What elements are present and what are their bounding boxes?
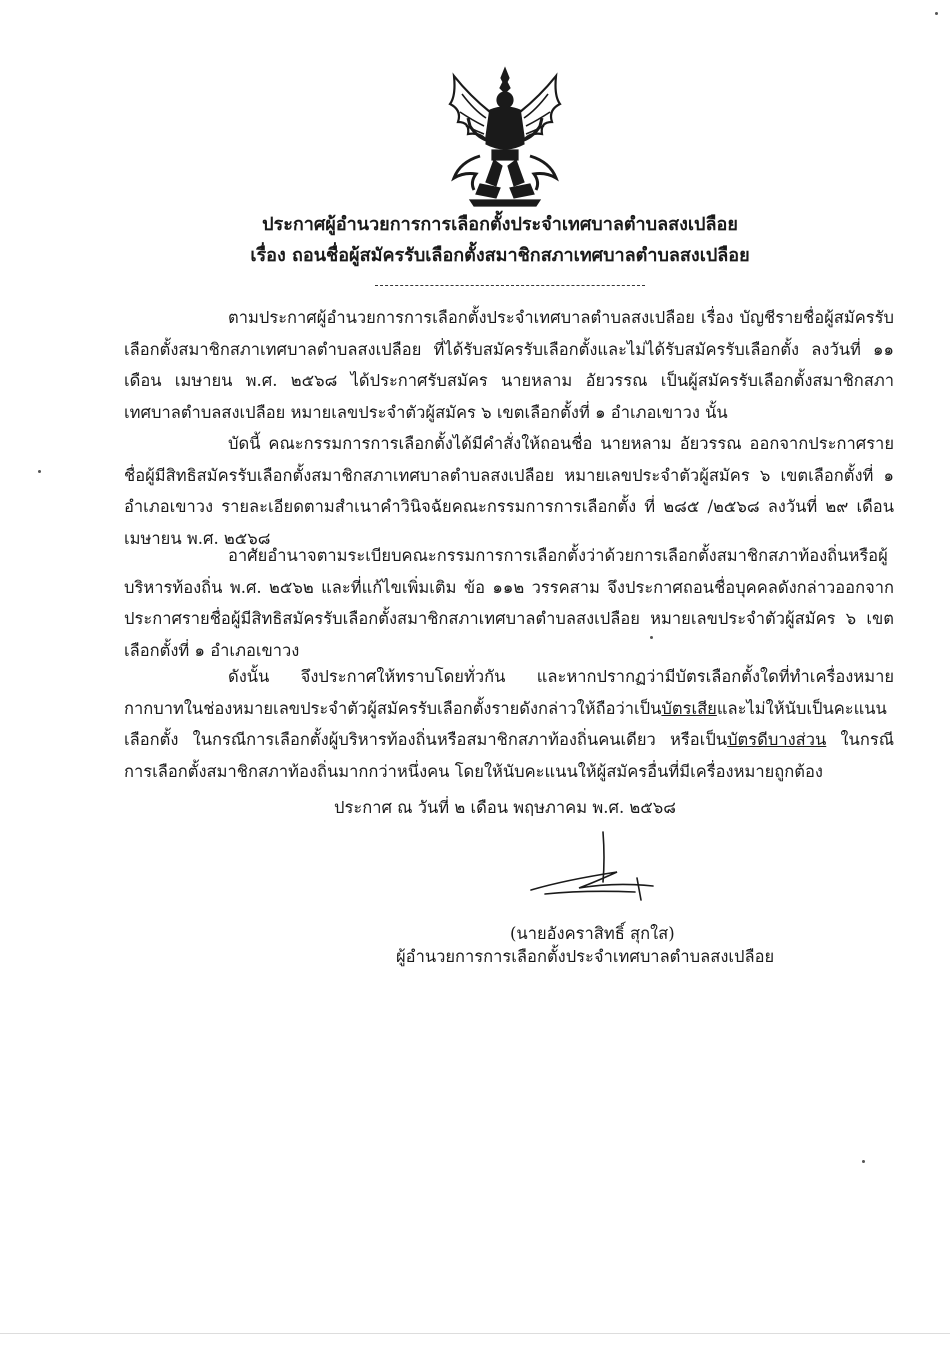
scan-speck xyxy=(862,1160,865,1163)
signer-position: ผู้อำนวยการการเลือกตั้งประจำเทศบาลตำบลสงเปลือย xyxy=(396,947,775,966)
partially-valid-ballot-term: บัตรดีบางส่วน xyxy=(727,730,827,749)
paragraph-authority: อาศัยอำนาจตามระเบียบคณะกรรมการการเลือกตั้งว่าด้วยการเลือกตั้งสมาชิกสภาท้องถิ่นหรือผู้บริหารท้องถิ่น พ.ศ. ๒๕๖๒ และที่แก้ไขเพิ่มเติม ข้อ ๑๑๒ วรรคสาม จึงประกาศถอนชื่อบุคคลดังกล่าวออกจากประกาศรายชื่อผู้มีสิทธิสมัครรับเลือกตั้งสมาชิกสภาเทศบาลตำบลสงเปลือย หมายเลขประจำตัวผู้สมัคร ๖ เขตเลือกตั้งที่ ๑ อำเภอเขาวง xyxy=(124,546,894,660)
invalid-ballot-term: บัตรเสีย xyxy=(661,698,717,718)
scan-edge xyxy=(0,1333,950,1334)
announcement-subject: เรื่อง ถอนชื่อผู้สมัครรับเลือกตั้งสมาชิกสภาเทศบาลตำบลสงเปลือย xyxy=(250,245,750,266)
conclusion-text-1: ดังนั้น จึงประกาศให้ทราบโดยทั่วกัน และหากปรากฏว่ามีบัตรเลือกตั้งใดที่ทำเครื่องหมายกากบาทในช่องหมายเลขประจำตัวผู้สมัครรับเลือกตั้งรายดังกล่าวให้ถือว่าเป็น xyxy=(124,667,894,718)
garuda-emblem-icon xyxy=(440,66,570,208)
announcement-date: ประกาศ ณ วันที่ ๒ เดือน พฤษภาคม พ.ศ. ๒๕๖๘ xyxy=(334,798,676,817)
scan-speck xyxy=(38,470,41,473)
title-divider xyxy=(375,285,645,286)
paragraph-order: บัดนี้ คณะกรรมการการเลือกตั้งได้มีคำสั่งให้ถอนชื่อ นายหลาม อัยวรรณ ออกจากประกาศรายชื่อผู้มีสิทธิสมัครรับเลือกตั้งสมาชิกสภาเทศบาลตำบลสงเปลือย หมายเลขประจำตัวผู้สมัคร ๖ เขตเลือกตั้งที่ ๑ อำเภอเขาวง รายละเอียดตามสำเนาคำวินิจฉัยคณะกรรมการการเลือกตั้ง ที่ ๒๘๕ /๒๕๖๘ ลงวันที่ ๒๙ เดือน เมษายน พ.ศ. ๒๕๖๘ xyxy=(124,434,894,548)
paragraph-conclusion xyxy=(124,661,894,787)
paragraph-reference: ตามประกาศผู้อำนวยการการเลือกตั้งประจำเทศบาลตำบลสงเปลือย เรื่อง บัญชีรายชื่อผู้สมัครรับเลือกตั้งสมาชิกสภาเทศบาลตำบลสงเปลือย ที่ได้รับสมัครรับเลือกตั้งและไม่ได้รับสมัครรับเลือกตั้ง ลงวันที่ ๑๑ เดือน เมษายน พ.ศ. ๒๕๖๘ ได้ประกาศรับสมัคร นายหลาม อัยวรรณ เป็นผู้สมัครรับเลือกตั้งสมาชิกสภาเทศบาลตำบลสงเปลือย หมายเลขประจำตัวผู้สมัคร ๖ เขตเลือกตั้งที่ ๑ อำเภอเขาวง นั้น xyxy=(124,308,894,422)
announcement-title: ประกาศผู้อำนวยการการเลือกตั้งประจำเทศบาลตำบลสงเปลือย xyxy=(262,214,738,235)
scan-speck xyxy=(935,12,938,15)
signer-name: (นายอังคราสิทธิ์ สุกใส) xyxy=(510,924,675,943)
handwritten-signature-icon xyxy=(525,828,665,908)
conclusion-text-3: ในกรณีการเลือกตั้งสมาชิกสภาท้องถิ่นมากกว่าหนึ่งคน โดยให้นับคะแนนให้ผู้สมัครอื่นที่มีเครื่องหมายถูกต้อง xyxy=(124,730,894,781)
conclusion-text-2: และไม่ให้นับเป็นคะแนนเลือกตั้ง ในกรณีการเลือกตั้งผู้บริหารท้องถิ่นหรือสมาชิกสภาท้องถิ่นคนเดียว หรือเป็น xyxy=(124,698,887,749)
scan-speck xyxy=(650,636,653,639)
